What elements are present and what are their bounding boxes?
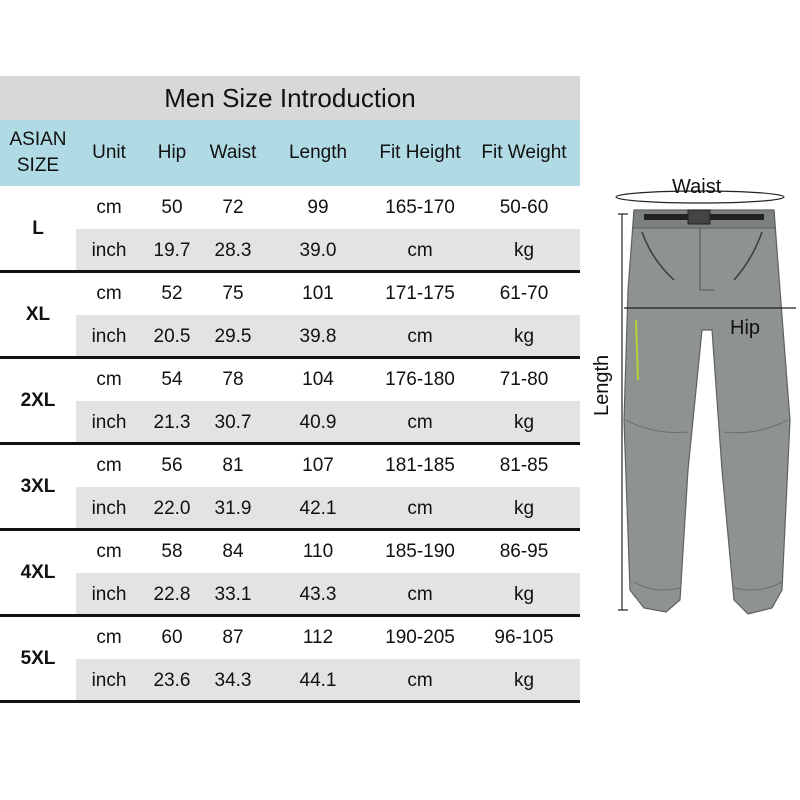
inch-fit-height-cell: cm	[407, 670, 433, 691]
inch-unit-cell: inch	[91, 326, 127, 347]
cm-waist-cell: 81	[222, 455, 244, 476]
header-length: Length	[288, 142, 348, 163]
inch-hip-cell: 22.0	[153, 498, 191, 519]
inch-waist-cell: 28.3	[214, 240, 252, 261]
header-asian-line1: ASIAN	[9, 129, 67, 150]
cm-hip-cell: 54	[161, 369, 183, 390]
inch-length-cell: 40.9	[299, 412, 337, 433]
inch-waist-cell: 29.5	[214, 326, 252, 347]
cm-fit-height-cell: 176-180	[385, 369, 455, 390]
inch-unit-cell: inch	[91, 498, 127, 519]
size-label: L	[32, 218, 44, 239]
header-asian-line2: SIZE	[16, 155, 60, 176]
hip-label: Hip	[730, 317, 761, 339]
cm-unit-cell: cm	[96, 455, 122, 476]
size-group	[0, 272, 580, 358]
inch-fit-height-cell: cm	[407, 584, 433, 605]
inch-fit-height-cell: cm	[407, 412, 433, 433]
inch-waist-cell: 34.3	[214, 670, 252, 691]
inch-hip-cell: 21.3	[153, 412, 191, 433]
cm-hip-cell: 56	[161, 455, 183, 476]
cm-unit-cell: cm	[96, 283, 122, 304]
cm-unit-cell: cm	[96, 197, 122, 218]
inch-unit-cell: inch	[91, 412, 127, 433]
header-hip: Hip	[157, 142, 187, 163]
table-header	[0, 120, 580, 186]
waist-label: Waist	[672, 176, 722, 198]
inch-fit-weight-cell: kg	[513, 584, 535, 605]
inch-unit-cell: inch	[91, 240, 127, 261]
cm-unit-cell: cm	[96, 541, 122, 562]
cm-fit-height-cell: 190-205	[385, 627, 455, 648]
inch-length-cell: 39.8	[299, 326, 337, 347]
inch-fit-height-cell: cm	[407, 498, 433, 519]
length-label: Length	[591, 354, 613, 416]
inch-length-cell: 39.0	[299, 240, 337, 261]
cm-waist-cell: 72	[222, 197, 244, 218]
inch-length-cell: 44.1	[299, 670, 337, 691]
cm-length-cell: 107	[302, 455, 334, 476]
cm-waist-cell: 75	[222, 283, 244, 304]
inch-fit-weight-cell: kg	[513, 670, 535, 691]
cm-fit-height-cell: 171-175	[385, 283, 455, 304]
inch-fit-weight-cell: kg	[513, 498, 535, 519]
cm-fit-weight-cell: 81-85	[499, 455, 549, 476]
cm-fit-weight-cell: 71-80	[499, 369, 549, 390]
size-label: 5XL	[20, 648, 56, 669]
cm-hip-cell: 58	[161, 541, 183, 562]
cm-unit-cell: cm	[96, 369, 122, 390]
inch-waist-cell: 30.7	[214, 412, 252, 433]
size-group	[0, 444, 580, 530]
size-label: 2XL	[20, 390, 56, 411]
inch-length-cell: 42.1	[299, 498, 337, 519]
size-label: 3XL	[20, 476, 56, 497]
inch-hip-cell: 20.5	[153, 326, 191, 347]
cm-fit-weight-cell: 86-95	[499, 541, 549, 562]
size-group	[0, 530, 580, 616]
size-group	[0, 186, 580, 272]
group-divider	[0, 700, 580, 703]
cm-length-cell: 104	[302, 369, 334, 390]
size-group	[0, 358, 580, 444]
cm-waist-cell: 87	[222, 627, 244, 648]
size-label: XL	[25, 304, 51, 325]
header-asian-size	[0, 120, 76, 186]
pants-diagram	[584, 170, 800, 630]
inch-unit-cell: inch	[91, 584, 127, 605]
inch-unit-cell: inch	[91, 670, 127, 691]
cm-fit-weight-cell: 96-105	[494, 627, 554, 648]
inch-waist-cell: 33.1	[214, 584, 252, 605]
cm-length-cell: 110	[302, 541, 334, 562]
header-fit-height: Fit Height	[379, 142, 461, 163]
cm-length-cell: 101	[302, 283, 334, 304]
size-group	[0, 616, 580, 702]
cm-waist-cell: 84	[222, 541, 244, 562]
header-unit: Unit	[92, 142, 126, 163]
inch-hip-cell: 22.8	[153, 584, 191, 605]
cm-fit-weight-cell: 50-60	[499, 197, 549, 218]
inch-fit-height-cell: cm	[407, 240, 433, 261]
cm-waist-cell: 78	[222, 369, 244, 390]
inch-waist-cell: 31.9	[214, 498, 252, 519]
cm-fit-weight-cell: 61-70	[499, 283, 549, 304]
header-waist: Waist	[209, 142, 257, 163]
inch-fit-weight-cell: kg	[513, 240, 535, 261]
inch-hip-cell: 23.6	[153, 670, 191, 691]
cm-length-cell: 112	[302, 627, 334, 648]
chart-title: Men Size Introduction	[0, 76, 580, 120]
cm-fit-height-cell: 185-190	[385, 541, 455, 562]
header-fit-weight: Fit Weight	[481, 142, 567, 163]
cm-unit-cell: cm	[96, 627, 122, 648]
cm-fit-height-cell: 165-170	[385, 197, 455, 218]
cm-length-cell: 99	[307, 197, 329, 218]
inch-length-cell: 43.3	[299, 584, 337, 605]
inch-hip-cell: 19.7	[153, 240, 191, 261]
cm-fit-height-cell: 181-185	[385, 455, 455, 476]
inch-fit-weight-cell: kg	[513, 412, 535, 433]
cm-hip-cell: 50	[161, 197, 183, 218]
inch-fit-height-cell: cm	[407, 326, 433, 347]
cm-hip-cell: 60	[161, 627, 183, 648]
inch-fit-weight-cell: kg	[513, 326, 535, 347]
pants-illustration	[624, 210, 790, 614]
cm-hip-cell: 52	[161, 283, 183, 304]
size-label: 4XL	[20, 562, 56, 583]
